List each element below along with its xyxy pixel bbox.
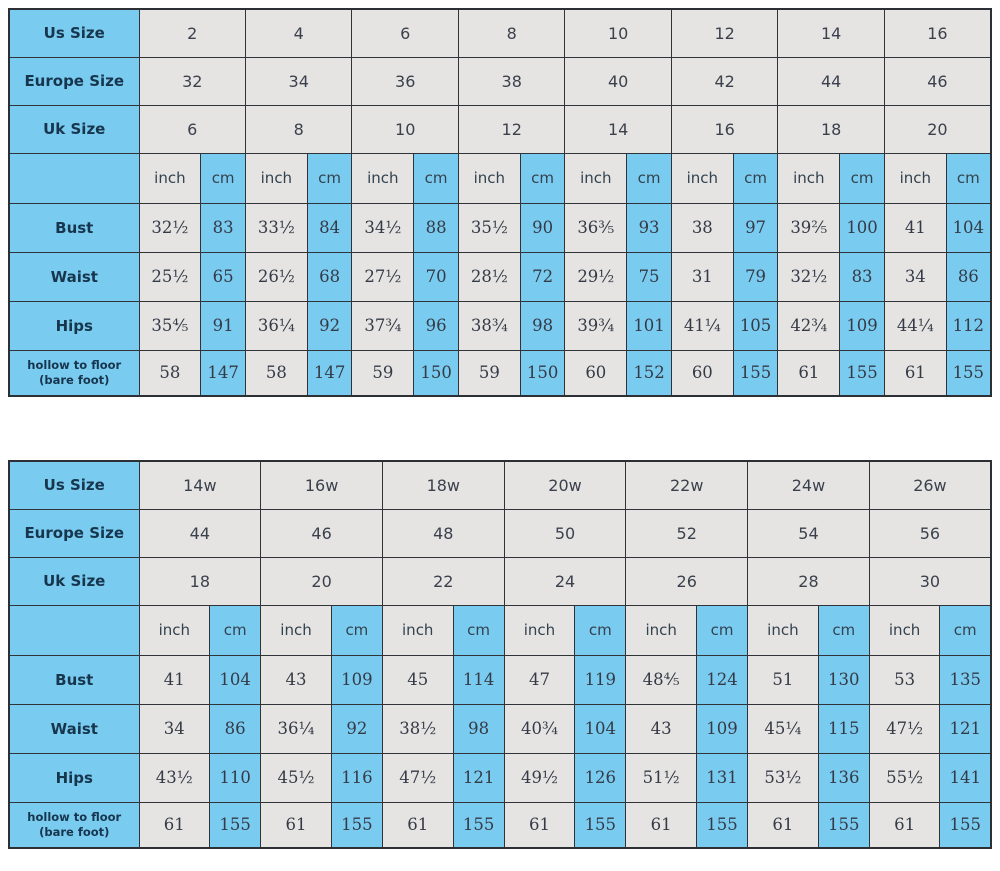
inch-value-cell: 47½ bbox=[382, 753, 453, 802]
inch-value-cell: 51½ bbox=[626, 753, 697, 802]
cm-value-cell: 119 bbox=[575, 655, 626, 704]
cm-value-cell: 124 bbox=[696, 655, 747, 704]
inch-value-cell: 53 bbox=[869, 655, 940, 704]
cm-value-cell: 104 bbox=[210, 655, 261, 704]
unit-cm-cell: cm bbox=[818, 605, 869, 655]
cm-value-cell: 84 bbox=[307, 203, 352, 252]
cm-value-cell: 141 bbox=[940, 753, 991, 802]
row-label-cell: Us Size bbox=[9, 461, 139, 509]
cm-value-cell: 70 bbox=[414, 252, 459, 301]
inch-value-cell: 36⅗ bbox=[565, 203, 627, 252]
size-value-cell: 10 bbox=[352, 105, 458, 153]
cm-value-cell: 101 bbox=[627, 301, 672, 350]
inch-value-cell: 43½ bbox=[139, 753, 210, 802]
cm-value-cell: 109 bbox=[331, 655, 382, 704]
inch-value-cell: 38 bbox=[671, 203, 733, 252]
inch-value-cell: 59 bbox=[352, 350, 414, 396]
inch-value-cell: 47½ bbox=[869, 704, 940, 753]
unit-cm-cell: cm bbox=[940, 605, 991, 655]
inch-value-cell: 61 bbox=[748, 802, 819, 848]
inch-value-cell: 34 bbox=[884, 252, 946, 301]
inch-value-cell: 51 bbox=[748, 655, 819, 704]
inch-value-cell: 45¼ bbox=[748, 704, 819, 753]
unit-cm-cell: cm bbox=[307, 153, 352, 203]
inch-value-cell: 47 bbox=[504, 655, 575, 704]
measure-row bbox=[9, 252, 991, 301]
unit-inch-cell: inch bbox=[778, 153, 840, 203]
size-value-cell: 20w bbox=[504, 461, 626, 509]
inch-value-cell: 42¾ bbox=[778, 301, 840, 350]
inch-value-cell: 60 bbox=[565, 350, 627, 396]
size-value-cell: 46 bbox=[884, 57, 991, 105]
inch-value-cell: 53½ bbox=[748, 753, 819, 802]
unit-cm-cell: cm bbox=[575, 605, 626, 655]
inch-value-cell: 36¼ bbox=[245, 301, 307, 350]
measure-row bbox=[9, 753, 991, 802]
size-value-cell: 54 bbox=[748, 509, 870, 557]
cm-value-cell: 91 bbox=[201, 301, 246, 350]
size-value-cell: 6 bbox=[352, 9, 458, 57]
inch-value-cell: 61 bbox=[626, 802, 697, 848]
cm-value-cell: 147 bbox=[201, 350, 246, 396]
unit-inch-cell: inch bbox=[626, 605, 697, 655]
inch-value-cell: 41¼ bbox=[671, 301, 733, 350]
size-value-cell: 16 bbox=[671, 105, 778, 153]
inch-value-cell: 61 bbox=[778, 350, 840, 396]
size-value-cell: 56 bbox=[869, 509, 991, 557]
cm-value-cell: 92 bbox=[331, 704, 382, 753]
size-value-cell: 38 bbox=[458, 57, 564, 105]
size-value-cell: 4 bbox=[245, 9, 351, 57]
measure-row bbox=[9, 301, 991, 350]
cm-value-cell: 109 bbox=[696, 704, 747, 753]
unit-cm-cell: cm bbox=[627, 153, 672, 203]
inch-value-cell: 29½ bbox=[565, 252, 627, 301]
size-row bbox=[9, 461, 991, 509]
unit-header-row bbox=[9, 153, 991, 203]
size-value-cell: 18w bbox=[382, 461, 504, 509]
inch-value-cell: 38¾ bbox=[458, 301, 520, 350]
size-value-cell: 16 bbox=[884, 9, 991, 57]
cm-value-cell: 86 bbox=[210, 704, 261, 753]
cm-value-cell: 109 bbox=[840, 301, 885, 350]
cm-value-cell: 65 bbox=[201, 252, 246, 301]
inch-value-cell: 41 bbox=[139, 655, 210, 704]
unit-inch-cell: inch bbox=[458, 153, 520, 203]
row-label-cell: hollow to floor (bare foot) bbox=[9, 350, 139, 396]
inch-value-cell: 39¾ bbox=[565, 301, 627, 350]
size-value-cell: 2 bbox=[139, 9, 245, 57]
inch-value-cell: 27½ bbox=[352, 252, 414, 301]
size-value-cell: 26w bbox=[869, 461, 991, 509]
size-value-cell: 24 bbox=[504, 557, 626, 605]
cm-value-cell: 155 bbox=[733, 350, 778, 396]
inch-value-cell: 45 bbox=[382, 655, 453, 704]
unit-inch-cell: inch bbox=[748, 605, 819, 655]
cm-value-cell: 147 bbox=[307, 350, 352, 396]
row-label-cell: Hips bbox=[9, 753, 139, 802]
cm-value-cell: 150 bbox=[414, 350, 459, 396]
unit-cm-cell: cm bbox=[210, 605, 261, 655]
inch-value-cell: 58 bbox=[245, 350, 307, 396]
size-value-cell: 14 bbox=[565, 105, 672, 153]
unit-cm-cell: cm bbox=[331, 605, 382, 655]
cm-value-cell: 135 bbox=[940, 655, 991, 704]
inch-value-cell: 36¼ bbox=[261, 704, 332, 753]
inch-value-cell: 60 bbox=[671, 350, 733, 396]
size-value-cell: 18 bbox=[778, 105, 885, 153]
cm-value-cell: 112 bbox=[946, 301, 991, 350]
measure-row bbox=[9, 802, 991, 848]
size-value-cell: 20 bbox=[261, 557, 383, 605]
inch-value-cell: 34 bbox=[139, 704, 210, 753]
cm-value-cell: 131 bbox=[696, 753, 747, 802]
size-value-cell: 28 bbox=[748, 557, 870, 605]
size-value-cell: 14 bbox=[778, 9, 885, 57]
measure-row bbox=[9, 655, 991, 704]
size-value-cell: 24w bbox=[748, 461, 870, 509]
unit-inch-cell: inch bbox=[884, 153, 946, 203]
size-value-cell: 50 bbox=[504, 509, 626, 557]
inch-value-cell: 26½ bbox=[245, 252, 307, 301]
inch-value-cell: 31 bbox=[671, 252, 733, 301]
inch-value-cell: 49½ bbox=[504, 753, 575, 802]
inch-value-cell: 61 bbox=[869, 802, 940, 848]
measure-row bbox=[9, 203, 991, 252]
inch-value-cell: 61 bbox=[261, 802, 332, 848]
unit-cm-cell: cm bbox=[520, 153, 565, 203]
inch-value-cell: 44¼ bbox=[884, 301, 946, 350]
unit-inch-cell: inch bbox=[671, 153, 733, 203]
row-label-cell: Uk Size bbox=[9, 557, 139, 605]
size-value-cell: 40 bbox=[565, 57, 672, 105]
row-label-cell: Waist bbox=[9, 252, 139, 301]
size-value-cell: 30 bbox=[869, 557, 991, 605]
row-label-cell: Europe Size bbox=[9, 509, 139, 557]
inch-value-cell: 61 bbox=[382, 802, 453, 848]
cm-value-cell: 150 bbox=[520, 350, 565, 396]
inch-value-cell: 40¾ bbox=[504, 704, 575, 753]
cm-value-cell: 97 bbox=[733, 203, 778, 252]
cm-value-cell: 115 bbox=[818, 704, 869, 753]
inch-value-cell: 35½ bbox=[458, 203, 520, 252]
size-chart-table-plus bbox=[8, 460, 992, 849]
cm-value-cell: 93 bbox=[627, 203, 672, 252]
cm-value-cell: 110 bbox=[210, 753, 261, 802]
unit-cm-cell: cm bbox=[946, 153, 991, 203]
measure-row bbox=[9, 350, 991, 396]
size-value-cell: 20 bbox=[884, 105, 991, 153]
size-value-cell: 6 bbox=[139, 105, 245, 153]
size-value-cell: 22 bbox=[382, 557, 504, 605]
measure-row bbox=[9, 704, 991, 753]
row-label-cell: Us Size bbox=[9, 9, 139, 57]
inch-value-cell: 59 bbox=[458, 350, 520, 396]
row-label-cell: Bust bbox=[9, 203, 139, 252]
cm-value-cell: 155 bbox=[575, 802, 626, 848]
inch-value-cell: 55½ bbox=[869, 753, 940, 802]
inch-value-cell: 38½ bbox=[382, 704, 453, 753]
cm-value-cell: 104 bbox=[575, 704, 626, 753]
cm-value-cell: 100 bbox=[840, 203, 885, 252]
cm-value-cell: 92 bbox=[307, 301, 352, 350]
unit-inch-cell: inch bbox=[261, 605, 332, 655]
cm-value-cell: 155 bbox=[696, 802, 747, 848]
unit-inch-cell: inch bbox=[139, 605, 210, 655]
cm-value-cell: 121 bbox=[453, 753, 504, 802]
size-value-cell: 18 bbox=[139, 557, 261, 605]
row-label-cell: Europe Size bbox=[9, 57, 139, 105]
size-value-cell: 14w bbox=[139, 461, 261, 509]
size-value-cell: 26 bbox=[626, 557, 748, 605]
size-value-cell: 36 bbox=[352, 57, 458, 105]
size-value-cell: 10 bbox=[565, 9, 672, 57]
row-label-cell: Bust bbox=[9, 655, 139, 704]
size-value-cell: 16w bbox=[261, 461, 383, 509]
cm-value-cell: 126 bbox=[575, 753, 626, 802]
cm-value-cell: 104 bbox=[946, 203, 991, 252]
inch-value-cell: 33½ bbox=[245, 203, 307, 252]
cm-value-cell: 88 bbox=[414, 203, 459, 252]
inch-value-cell: 32½ bbox=[778, 252, 840, 301]
unit-inch-cell: inch bbox=[504, 605, 575, 655]
size-value-cell: 22w bbox=[626, 461, 748, 509]
size-value-cell: 46 bbox=[261, 509, 383, 557]
size-chart-table-standard bbox=[8, 8, 992, 397]
cm-value-cell: 98 bbox=[453, 704, 504, 753]
size-row bbox=[9, 105, 991, 153]
unit-inch-cell: inch bbox=[352, 153, 414, 203]
cm-value-cell: 98 bbox=[520, 301, 565, 350]
inch-value-cell: 39⅖ bbox=[778, 203, 840, 252]
size-row bbox=[9, 57, 991, 105]
size-value-cell: 8 bbox=[245, 105, 351, 153]
cm-value-cell: 121 bbox=[940, 704, 991, 753]
unit-cm-cell: cm bbox=[840, 153, 885, 203]
cm-value-cell: 155 bbox=[940, 802, 991, 848]
unit-inch-cell: inch bbox=[139, 153, 201, 203]
unit-inch-cell: inch bbox=[869, 605, 940, 655]
row-label-cell bbox=[9, 153, 139, 203]
inch-value-cell: 41 bbox=[884, 203, 946, 252]
unit-inch-cell: inch bbox=[382, 605, 453, 655]
size-row bbox=[9, 509, 991, 557]
cm-value-cell: 155 bbox=[453, 802, 504, 848]
size-value-cell: 48 bbox=[382, 509, 504, 557]
size-value-cell: 44 bbox=[139, 509, 261, 557]
cm-value-cell: 155 bbox=[210, 802, 261, 848]
cm-value-cell: 86 bbox=[946, 252, 991, 301]
size-value-cell: 42 bbox=[671, 57, 778, 105]
cm-value-cell: 75 bbox=[627, 252, 672, 301]
unit-inch-cell: inch bbox=[565, 153, 627, 203]
cm-value-cell: 155 bbox=[840, 350, 885, 396]
cm-value-cell: 136 bbox=[818, 753, 869, 802]
size-row bbox=[9, 9, 991, 57]
inch-value-cell: 43 bbox=[626, 704, 697, 753]
inch-value-cell: 43 bbox=[261, 655, 332, 704]
cm-value-cell: 83 bbox=[840, 252, 885, 301]
size-value-cell: 52 bbox=[626, 509, 748, 557]
cm-value-cell: 155 bbox=[818, 802, 869, 848]
size-value-cell: 12 bbox=[458, 105, 564, 153]
row-label-cell: hollow to floor (bare foot) bbox=[9, 802, 139, 848]
cm-value-cell: 90 bbox=[520, 203, 565, 252]
cm-value-cell: 83 bbox=[201, 203, 246, 252]
inch-value-cell: 45½ bbox=[261, 753, 332, 802]
cm-value-cell: 152 bbox=[627, 350, 672, 396]
cm-value-cell: 114 bbox=[453, 655, 504, 704]
unit-header-row bbox=[9, 605, 991, 655]
row-label-cell: Hips bbox=[9, 301, 139, 350]
inch-value-cell: 61 bbox=[504, 802, 575, 848]
cm-value-cell: 105 bbox=[733, 301, 778, 350]
unit-inch-cell: inch bbox=[245, 153, 307, 203]
cm-value-cell: 79 bbox=[733, 252, 778, 301]
inch-value-cell: 61 bbox=[884, 350, 946, 396]
inch-value-cell: 48⅘ bbox=[626, 655, 697, 704]
cm-value-cell: 155 bbox=[331, 802, 382, 848]
unit-cm-cell: cm bbox=[201, 153, 246, 203]
unit-cm-cell: cm bbox=[453, 605, 504, 655]
size-value-cell: 34 bbox=[245, 57, 351, 105]
inch-value-cell: 58 bbox=[139, 350, 201, 396]
row-label-cell: Uk Size bbox=[9, 105, 139, 153]
cm-value-cell: 116 bbox=[331, 753, 382, 802]
cm-value-cell: 68 bbox=[307, 252, 352, 301]
inch-value-cell: 32½ bbox=[139, 203, 201, 252]
inch-value-cell: 37¾ bbox=[352, 301, 414, 350]
size-row bbox=[9, 557, 991, 605]
inch-value-cell: 61 bbox=[139, 802, 210, 848]
unit-cm-cell: cm bbox=[733, 153, 778, 203]
unit-cm-cell: cm bbox=[414, 153, 459, 203]
cm-value-cell: 96 bbox=[414, 301, 459, 350]
row-label-cell bbox=[9, 605, 139, 655]
row-label-cell: Waist bbox=[9, 704, 139, 753]
size-value-cell: 8 bbox=[458, 9, 564, 57]
cm-value-cell: 72 bbox=[520, 252, 565, 301]
cm-value-cell: 130 bbox=[818, 655, 869, 704]
inch-value-cell: 34½ bbox=[352, 203, 414, 252]
size-value-cell: 32 bbox=[139, 57, 245, 105]
inch-value-cell: 35⅘ bbox=[139, 301, 201, 350]
size-value-cell: 12 bbox=[671, 9, 778, 57]
size-value-cell: 44 bbox=[778, 57, 885, 105]
inch-value-cell: 28½ bbox=[458, 252, 520, 301]
unit-cm-cell: cm bbox=[696, 605, 747, 655]
inch-value-cell: 25½ bbox=[139, 252, 201, 301]
cm-value-cell: 155 bbox=[946, 350, 991, 396]
